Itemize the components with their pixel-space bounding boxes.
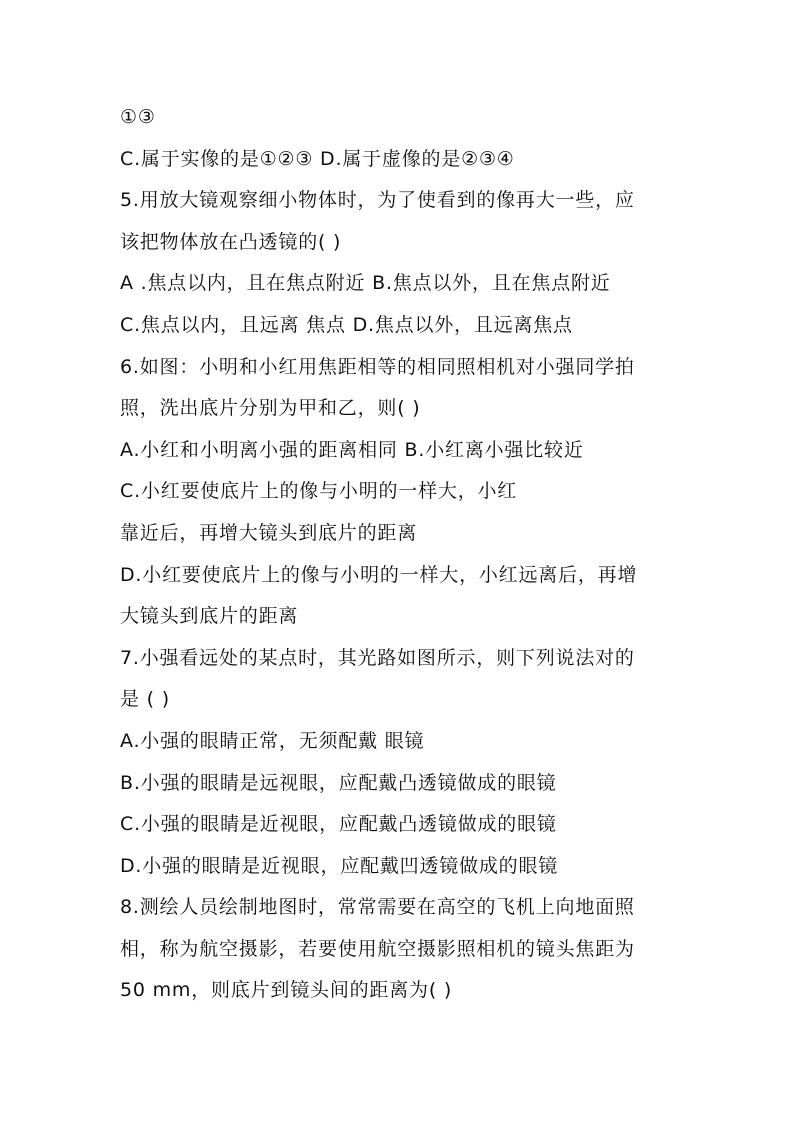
question-5-stem: 5.用放大镜观察细小物体时，为了使看到的像再大一些，应 [120, 189, 635, 212]
text-line: 该把物体放在凸透镜的( ) [120, 230, 342, 253]
question-6-option-d: D.小红要使底片上的像与小明的一样大，小红远离后，再增 [120, 563, 638, 586]
question-7-stem: 7.小强看远处的某点时，其光路如图所示，则下列说法对的 [120, 646, 635, 669]
text-line: ①③ [120, 106, 156, 128]
question-7-option-a: A.小强的眼睛正常，无须配戴 眼镜 [120, 729, 425, 752]
question-7-option-d: D.小强的眼睛是近视眼，应配戴凹透镜做成的眼镜 [120, 854, 559, 877]
question-5-options-cd: C.焦点以内，且远离 焦点 D.焦点以外，且远离焦点 [120, 313, 573, 336]
text-line: 照，洗出底片分别为甲和乙，则( ) [120, 397, 421, 420]
text-line: C.属于实像的是①②③ D.属于虚像的是②③④ [120, 147, 515, 170]
question-8-stem: 8.测绘人员绘制地图时，常常需要在高空的飞机上向地面照 [120, 896, 635, 919]
question-text [120, 102, 690, 1017]
question-7-option-b: B.小强的眼睛是远视眼，应配戴凸透镜做成的眼镜 [120, 771, 557, 794]
question-7-option-c: C.小强的眼睛是近视眼，应配戴凸透镜做成的眼镜 [120, 813, 557, 836]
text-line: 大镜头到底片的距离 [120, 605, 299, 628]
text-line: 相，称为航空摄影，若要使用航空摄影照相机的镜头焦距为 [120, 937, 635, 960]
question-5-options-ab: A .焦点以内，且在焦点附近 B.焦点以外，且在焦点附近 [120, 272, 611, 295]
text-line: 靠近后，再增大镜头到底片的距离 [120, 521, 418, 544]
question-6-options-ab: A.小红和小明离小强的距离相同 B.小红离小强比较近 [120, 438, 584, 461]
text-line: 50 mm，则底片到镜头间的距离为( ) [120, 979, 453, 1002]
question-6-option-c: C.小红要使底片上的像与小明的一样大，小红 [120, 480, 518, 503]
text-line: 是 ( ) [120, 688, 170, 711]
question-6-stem: 6.如图：小明和小红用焦距相等的相同照相机对小强同学拍 [120, 355, 635, 378]
